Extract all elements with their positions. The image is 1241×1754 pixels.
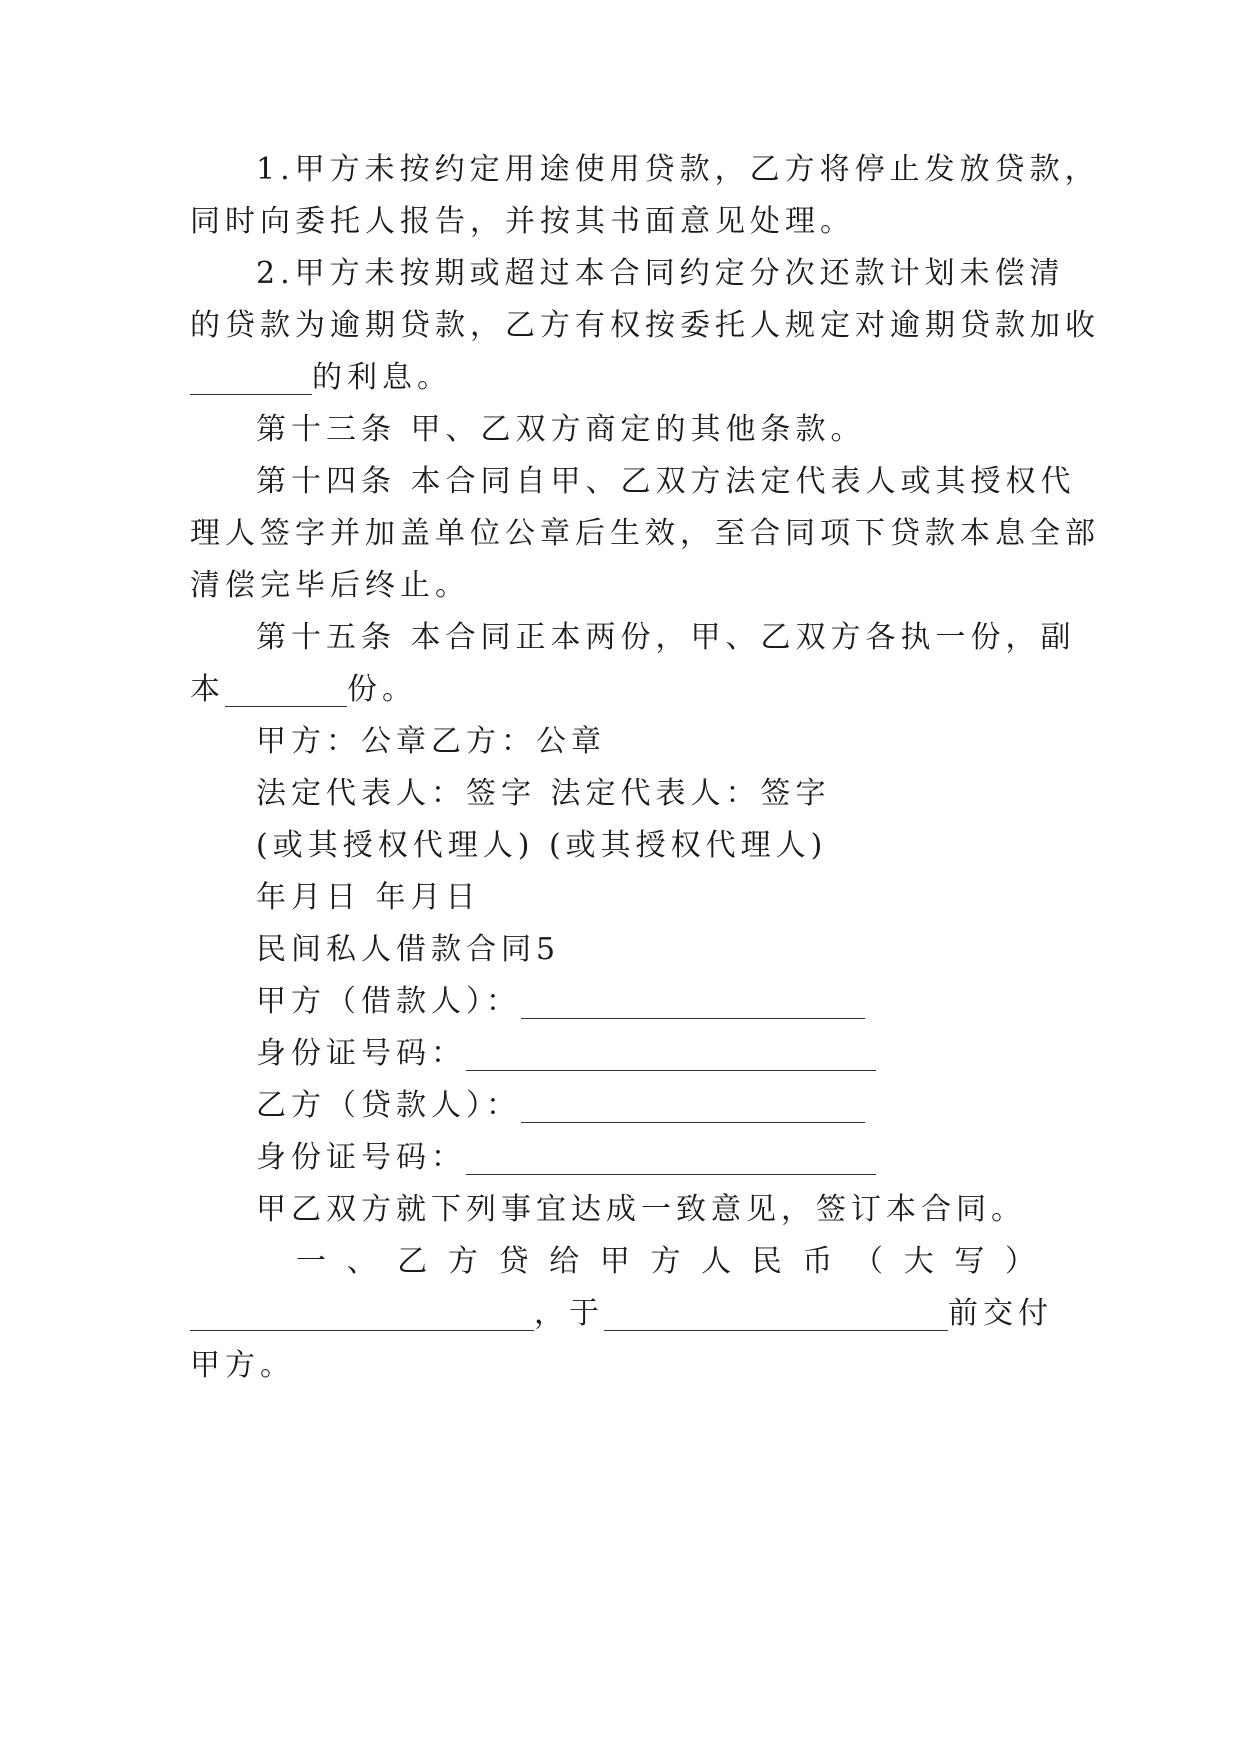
paragraph-line: 甲方。 [190,1348,295,1383]
blank-underline [604,1290,948,1331]
clause-1-char: 方 [447,1244,483,1279]
clause-1-char: 贷 [498,1244,534,1279]
field-label: 身份证号码： [256,1036,466,1071]
paragraph-line: 第十四条 本合同自甲、乙双方法定代表人或其授权代 [256,464,1076,499]
paragraph-text: 前交付 [948,1296,1053,1331]
signature-agent-line: (或其授权代理人) (或其授权代理人) [256,828,828,863]
clause-1-char: 方 [650,1244,686,1279]
paragraph-text: 份。 [347,672,417,707]
blank-underline [225,666,347,707]
clause-1-char: 人 [701,1244,737,1279]
blank-underline [466,1030,876,1071]
paragraph-line: 清偿完毕后终止。 [190,568,470,603]
clause-1-char: 大 [903,1244,939,1279]
contract-title: 民间私人借款合同5 [256,932,561,967]
blank-underline [190,354,312,395]
clause-1-line [296,1233,1040,1291]
clause-1-char: 民 [751,1244,787,1279]
paragraph-line: 理人签字并加盖单位公章后生效，至合同项下贷款本息全部 [190,516,1100,551]
clause-1-char: 给 [549,1244,585,1279]
clause-1-char: 甲 [599,1244,635,1279]
article-13: 第十三条 甲、乙双方商定的其他条款。 [256,412,866,447]
paragraph-line: 的贷款为逾期贷款，乙方有权按委托人规定对逾期贷款加收 [190,308,1100,343]
signature-rep-line: 法定代表人：签字 法定代表人：签字 [256,776,831,811]
party-a-field [256,973,1060,1031]
paragraph-line: 同时向委托人报告，并按其书面意见处理。 [190,204,855,239]
signature-date-line: 年月日 年月日 [256,880,481,915]
paragraph-line: 1.甲方未按约定用途使用贷款，乙方将停止发放贷款， [256,152,1100,187]
clause-1-char: 、 [346,1244,382,1279]
id-b-field [256,1129,1060,1187]
paragraph-line [190,661,1060,719]
clause-1-char: 一 [296,1244,331,1279]
clause-1-char: 乙 [397,1244,433,1279]
paragraph-line [190,1285,1060,1343]
clause-1-char: ） [1004,1244,1040,1279]
paragraph-line: 第十五条 本合同正本两份，甲、乙双方各执一份，副 [256,620,1076,655]
paragraph-text: 本 [190,672,225,707]
clause-1-char: （ [853,1244,889,1279]
field-label: 乙方（贷款人）： [256,1088,521,1123]
signature-seal-line: 甲方：公章乙方：公章 [256,724,606,759]
clause-1-char: 币 [802,1244,838,1279]
blank-underline [521,978,865,1019]
paragraph-text: ，于 [534,1296,604,1331]
field-label: 身份证号码： [256,1140,466,1175]
paragraph-line: 2.甲方未按期或超过本合同约定分次还款计划未偿清 [256,256,1065,291]
agreement-line: 甲乙双方就下列事宜达成一致意见，签订本合同。 [256,1192,1026,1227]
blank-underline [466,1134,876,1175]
paragraph-line [190,349,1060,407]
id-a-field [256,1025,1060,1083]
paragraph-text: 的利息。 [312,360,452,395]
field-label: 甲方（借款人）： [256,984,521,1019]
blank-underline [521,1082,865,1123]
party-b-field [256,1077,1060,1135]
blank-underline [190,1290,534,1331]
clause-1-char: 写 [954,1244,990,1279]
